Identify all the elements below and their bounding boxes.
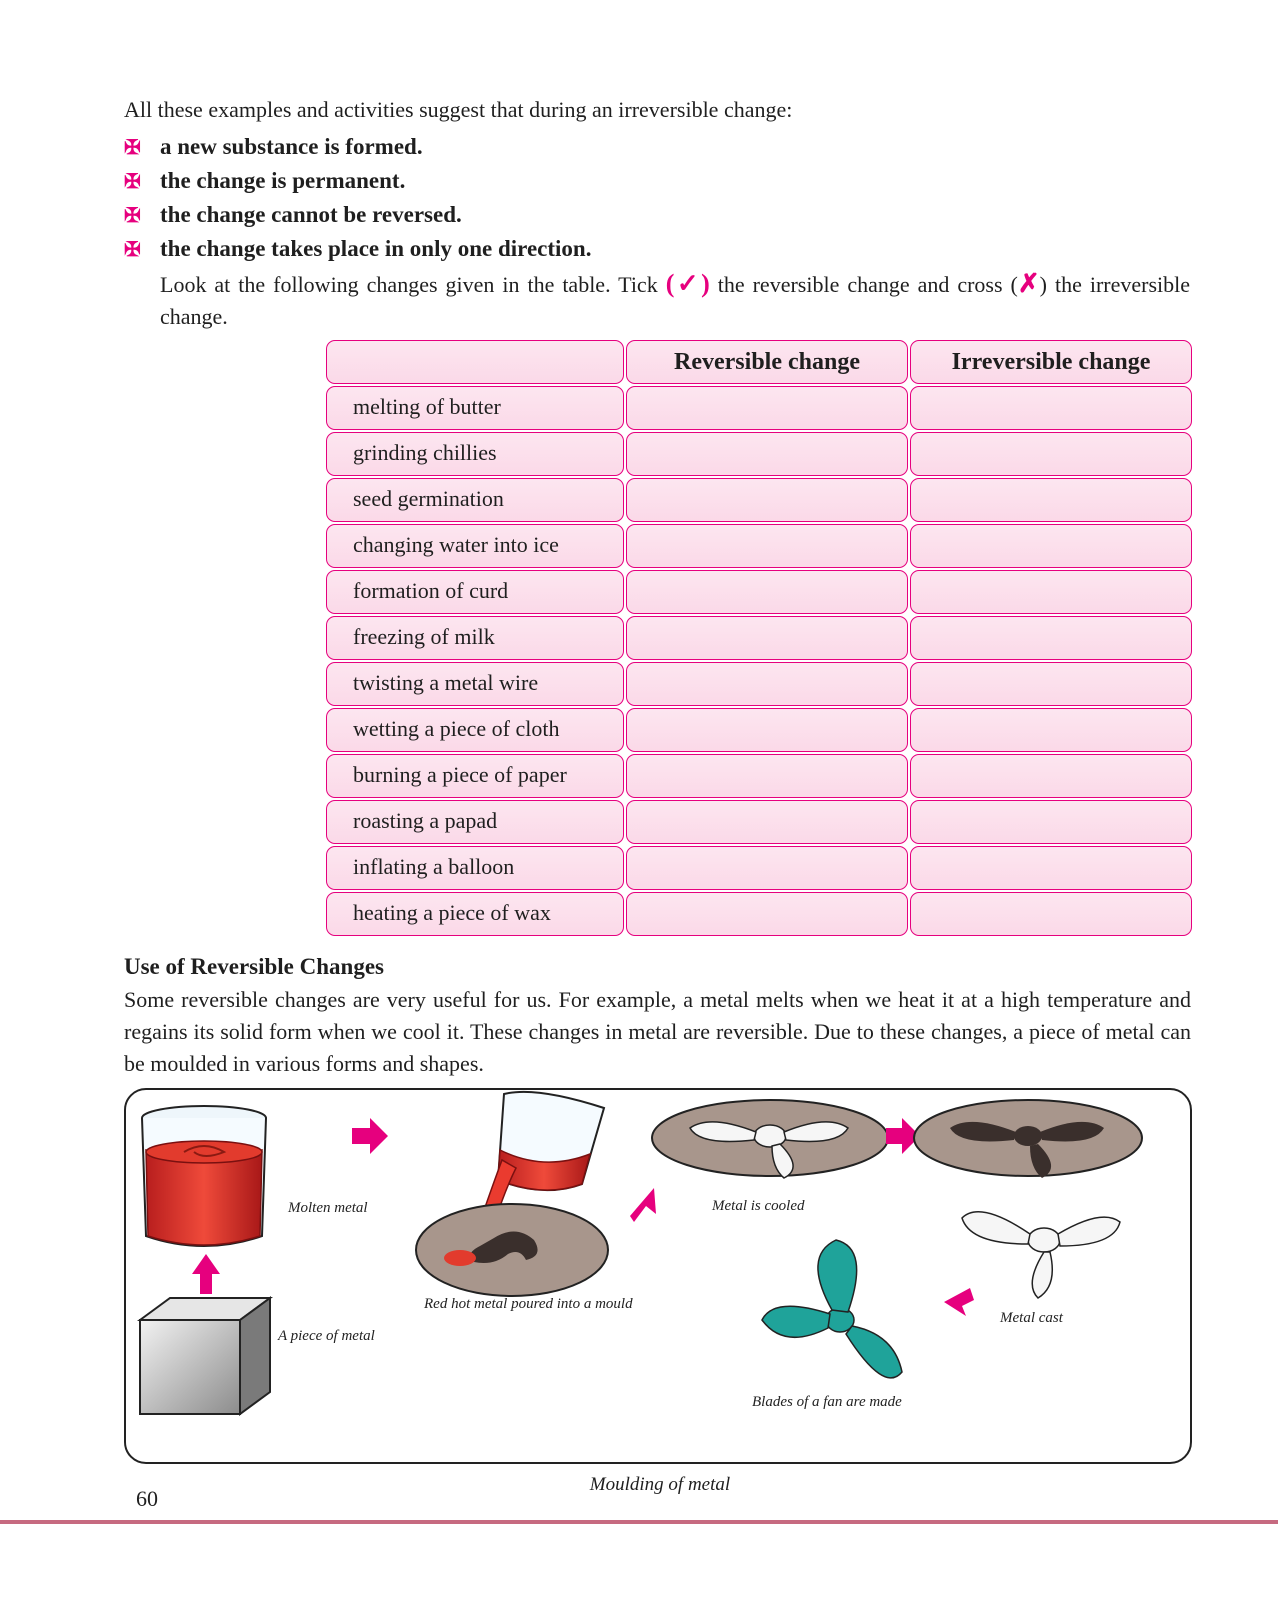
irreversible-answer-cell[interactable]: [910, 846, 1192, 890]
figure-caption: Moulding of metal: [589, 1474, 731, 1495]
table-row: [326, 478, 1192, 524]
change-cell: [326, 662, 624, 706]
change-label: formation of curd: [353, 578, 509, 603]
change-cell: [326, 616, 624, 660]
instruction-part1: Look at the following changes given in the table. Tick: [160, 272, 666, 297]
change-cell: [326, 386, 624, 430]
reversible-answer-cell[interactable]: [626, 432, 908, 476]
footer-rule: [0, 1520, 1278, 1524]
label-metal-cooled: Metal is cooled: [712, 1198, 805, 1214]
reversible-answer-cell[interactable]: [626, 570, 908, 614]
moulding-illustration: [124, 1088, 1192, 1464]
irreversible-answer-cell[interactable]: [910, 892, 1192, 936]
mould-with-molten-metal-icon: [416, 1204, 608, 1296]
table-row: [326, 708, 1192, 754]
bullet-list: [124, 130, 1194, 266]
irreversible-answer-cell[interactable]: [910, 432, 1192, 476]
header-irreversible: Irreversible change: [910, 340, 1192, 384]
page-number: 60: [136, 1486, 158, 1511]
change-cell: [326, 754, 624, 798]
bullet-cross-icon: ✠: [124, 136, 141, 159]
irreversible-answer-cell[interactable]: [910, 662, 1192, 706]
change-label: inflating a balloon: [353, 854, 515, 879]
table-row: [326, 432, 1192, 478]
change-label: burning a piece of paper: [353, 762, 567, 787]
table-row: [326, 662, 1192, 708]
table-row: [326, 800, 1192, 846]
reversible-answer-cell[interactable]: [626, 616, 908, 660]
reversible-answer-cell[interactable]: [626, 386, 908, 430]
irreversible-answer-cell[interactable]: [910, 524, 1192, 568]
reversible-answer-cell[interactable]: [626, 478, 908, 522]
change-label: melting of butter: [353, 394, 501, 419]
change-cell: [326, 432, 624, 476]
metal-cast-icon: [962, 1212, 1120, 1298]
mould-solid-metal-icon: [914, 1100, 1142, 1178]
irreversible-answer-cell[interactable]: [910, 708, 1192, 752]
arrow-right-icon: [352, 1118, 388, 1154]
table-row: [326, 892, 1192, 938]
change-label: changing water into ice: [353, 532, 559, 557]
change-label: seed germination: [353, 486, 504, 511]
table-row: [326, 570, 1192, 616]
change-label: grinding chillies: [353, 440, 497, 465]
irreversible-answer-cell[interactable]: [910, 616, 1192, 660]
change-cell: [326, 708, 624, 752]
bullet-cross-icon: ✠: [124, 170, 141, 193]
change-cell: [326, 800, 624, 844]
irreversible-answer-cell[interactable]: [910, 570, 1192, 614]
bullet-item: [124, 130, 1194, 164]
arrow-diagonal-up-icon: [630, 1188, 656, 1222]
tick-icon: (✓): [665, 269, 710, 298]
reversible-answer-cell[interactable]: [626, 892, 908, 936]
header-reversible: Reversible change: [626, 340, 908, 384]
bullet-text: the change is permanent.: [160, 168, 406, 193]
label-fan-blades: Blades of a fan are made: [752, 1394, 902, 1410]
arrow-up-icon: [192, 1254, 220, 1294]
fan-blades-icon: [762, 1240, 902, 1378]
label-metal-cast: Metal cast: [1000, 1310, 1063, 1326]
instruction-text: [160, 268, 1190, 333]
table-row: [326, 386, 1192, 432]
change-cell: [326, 478, 624, 522]
label-piece-of-metal: A piece of metal: [278, 1328, 375, 1344]
reversible-answer-cell[interactable]: [626, 846, 908, 890]
table-row: [326, 846, 1192, 892]
bullet-item: [124, 164, 1194, 198]
bullet-item: [124, 198, 1194, 232]
change-cell: [326, 524, 624, 568]
bullet-item: [124, 232, 1194, 266]
change-cell: [326, 892, 624, 936]
cross-icon: ✗: [1017, 269, 1040, 298]
irreversible-answer-cell[interactable]: [910, 478, 1192, 522]
irreversible-answer-cell[interactable]: [910, 386, 1192, 430]
table-row: [326, 754, 1192, 800]
change-label: twisting a metal wire: [353, 670, 539, 695]
header-blank-cell: [326, 340, 624, 384]
reversible-answer-cell[interactable]: [626, 524, 908, 568]
instruction-part2: the reversible change and cross (: [709, 272, 1018, 297]
reversible-answer-cell[interactable]: [626, 662, 908, 706]
table-header-row: [326, 340, 1192, 386]
irreversible-answer-cell[interactable]: [910, 800, 1192, 844]
metal-cube-icon: [140, 1298, 270, 1414]
bullet-text: a new substance is formed.: [160, 134, 423, 159]
arrow-diagonal-left-icon: [944, 1288, 974, 1316]
change-label: freezing of milk: [353, 624, 495, 649]
change-cell: [326, 570, 624, 614]
irreversible-answer-cell[interactable]: [910, 754, 1192, 798]
changes-table: [326, 340, 1192, 938]
mould-cooling-icon: [652, 1100, 888, 1178]
section-paragraph: Some reversible changes are very useful for us. For example, a metal melts when we heat it at a high temperature and regains its solid form when we cool it. These changes in metal are reversible. Due to these changes, a piece of metal can be moulded in various forms and shapes.: [124, 987, 1191, 1076]
reversible-answer-cell[interactable]: [626, 800, 908, 844]
change-cell: [326, 846, 624, 890]
change-label: roasting a papad: [353, 808, 498, 833]
label-poured-metal: Red hot metal poured into a mould: [424, 1296, 633, 1312]
bullet-text: the change takes place in only one direction.: [160, 236, 592, 261]
intro-text: All these examples and activities suggest that during an irreversible change:: [124, 97, 793, 122]
change-label: wetting a piece of cloth: [353, 716, 560, 741]
reversible-answer-cell[interactable]: [626, 708, 908, 752]
table-row: [326, 524, 1192, 570]
bullet-cross-icon: ✠: [124, 238, 141, 261]
bullet-text: the change cannot be reversed.: [160, 202, 462, 227]
reversible-answer-cell[interactable]: [626, 754, 908, 798]
table-row: [326, 616, 1192, 662]
bullet-cross-icon: ✠: [124, 204, 141, 227]
instruction-part3: ) the irreversible change.: [160, 272, 1191, 329]
beaker-molten-metal-icon: [142, 1106, 266, 1246]
change-label: heating a piece of wax: [353, 900, 551, 925]
label-molten-metal: Molten metal: [288, 1200, 368, 1216]
section-heading: Use of Reversible Changes: [124, 954, 384, 979]
